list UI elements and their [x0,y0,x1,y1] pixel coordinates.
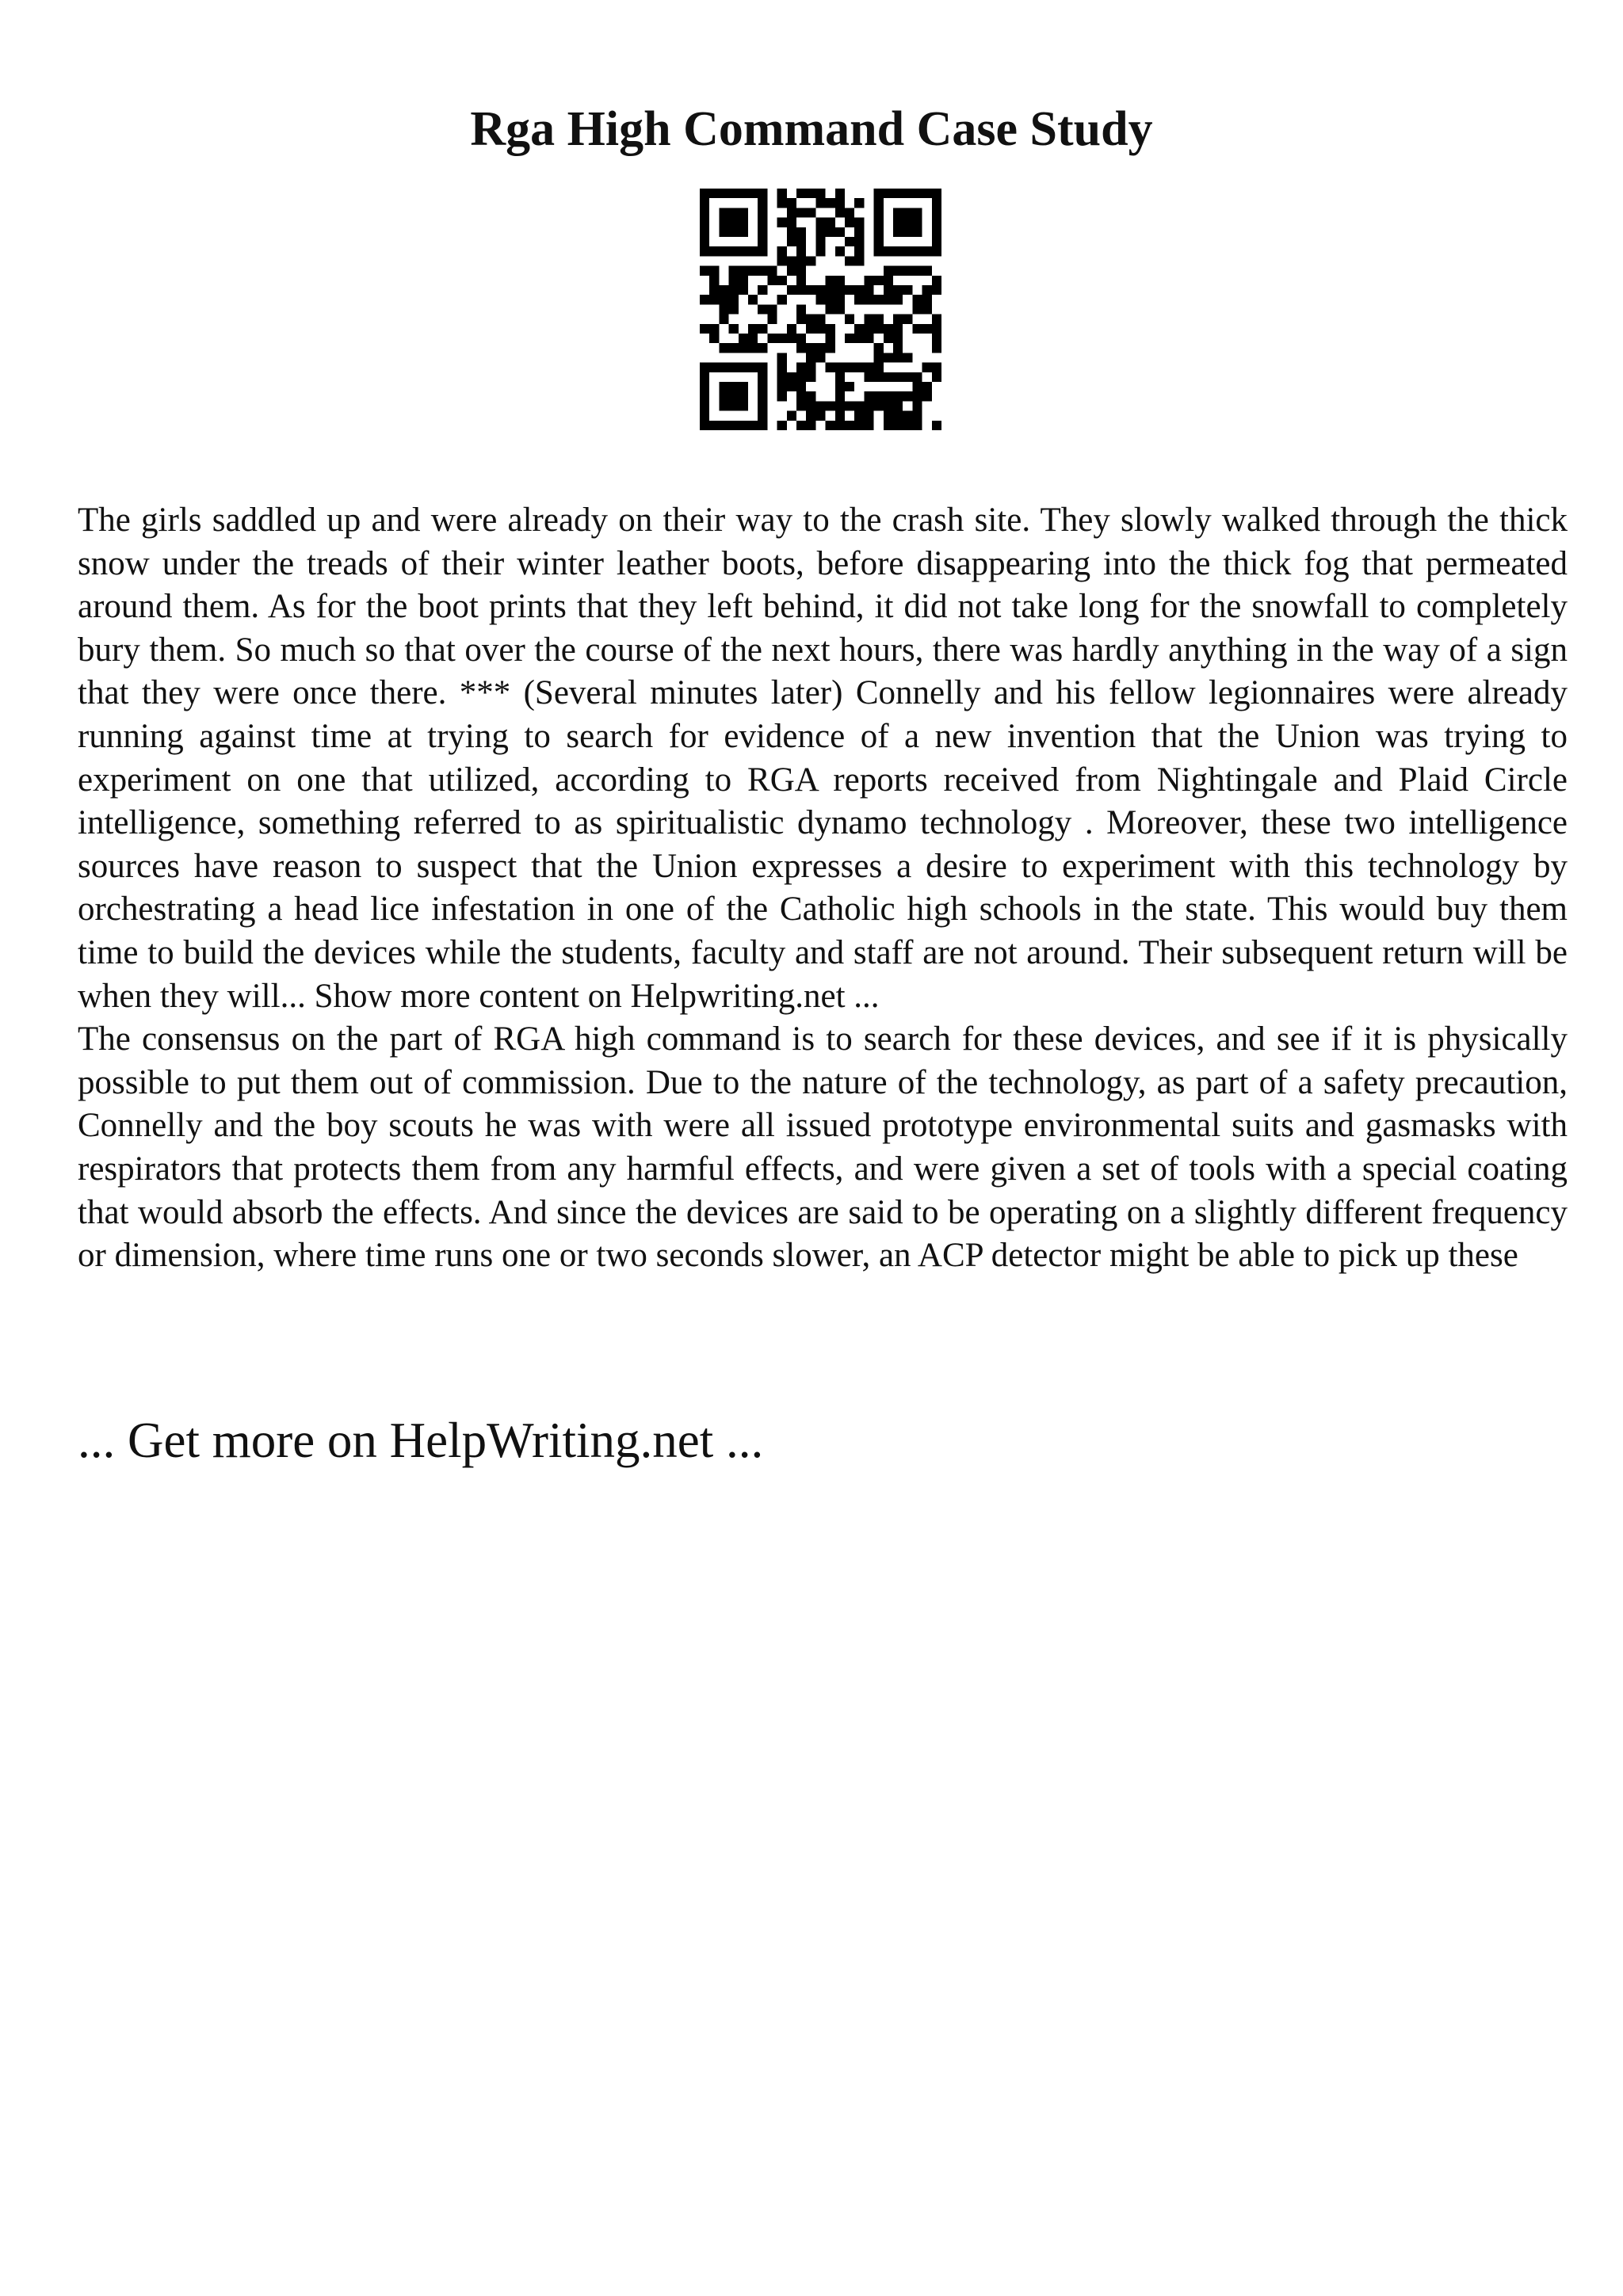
get-more-link[interactable]: ... Get more on HelpWriting.net ... [78,1413,764,1468]
body-paragraph-2: The consensus on the part of RGA high command is to search for these devices, and see if it is physically possible to put them out of commission. Due to the nature of the technology, as part of a safety precaution, Connelly and the boy scouts he was with were all issued prototype environmental suits and gasmasks with respirators that protects them from any harmful effects, and were given a set of tools with a special coating that would absorb the effects. And since the devices are said to be operating on a slightly different frequency or dimension, where time runs one or two seconds slower, an ACP detector might be able to pick up these [78,1020,1568,1275]
article-body [78,499,1568,1278]
body-paragraph-1: The girls saddled up and were already on their way to the crash site. They slowly walked through the thick snow under the treads of their winter leather boots, before disappearing into the thick fog that permeated around them. As for the boot prints that they left behind, it did not take long for the snowfall to completely bury them. So much so that over the course of the next hours, there was hardly anything in the way of a sign that they were once there. *** (Several minutes later) Connelly and his fellow legionnaires were already running against time at trying to search for evidence of a new invention that the Union was trying to experiment on one that utilized, according to RGA reports received from Nightingale and Plaid Circle intelligence, something referred to as spiritualistic dynamo technology . Moreover, these two intelligence sources have reason to suspect that the Union expresses a desire to experiment with this technology by orchestrating a head lice infestation in one of the Catholic high schools in the state. This would buy them time to build the devices while the students, faculty and staff are not around. Their subsequent return will be when they will... Show more content on Helpwriting.net ... [78,502,1568,1015]
qr-code-icon [700,189,941,430]
page-title: Rga High Command Case Study [470,102,1153,156]
